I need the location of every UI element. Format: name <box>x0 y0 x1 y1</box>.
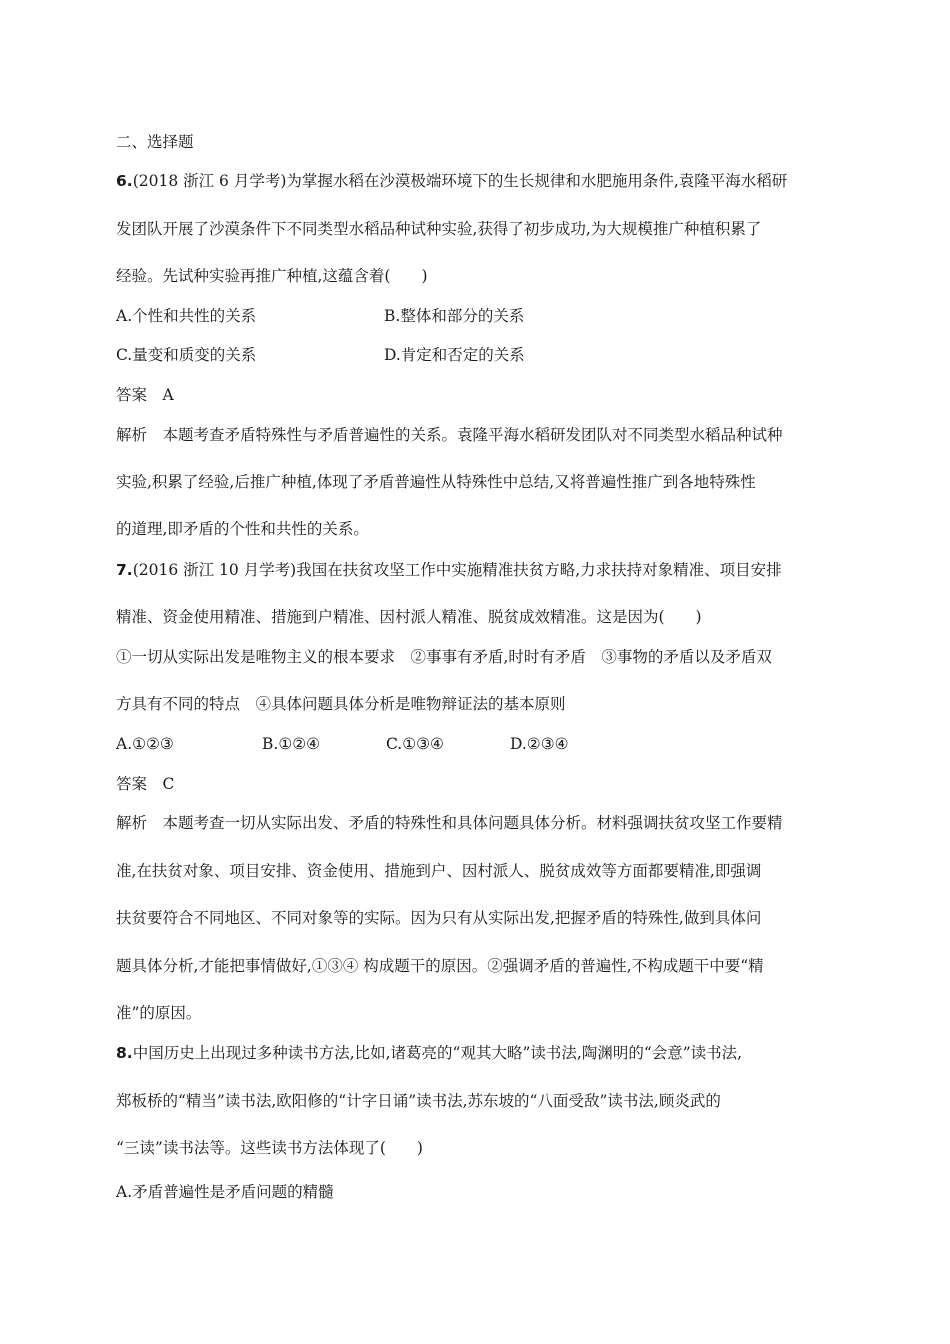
question-8-number: 8. <box>116 1044 133 1062</box>
question-7-analysis-line-2: 准,在扶贫对象、项目安排、资金使用、措施到户、因村派人、脱贫成效等方面都要精准,即强调 <box>116 862 762 880</box>
question-7-line-1: 7.(2016 浙江 10 月学考)我国在扶贫攻坚工作中实施精准扶贫方略,力求扶持对象精准、项目安排 <box>116 561 782 579</box>
question-7-line-4: 方具有不同的特点 ④具体问题具体分析是唯物辩证法的基本原则 <box>116 695 566 713</box>
question-7-analysis-line-5: 准”的原因。 <box>116 1004 202 1022</box>
question-7-analysis-line-3: 扶贫要符合不同地区、不同对象等的实际。因为只有从实际出发,把握矛盾的特殊性,做到具体问 <box>116 909 762 927</box>
question-7-answer: 答案 C <box>116 775 175 793</box>
question-7-analysis-line-1: 解析 本题考查一切从实际出发、矛盾的特殊性和具体问题具体分析。材料强调扶贫攻坚工作要精 <box>116 814 783 832</box>
question-6-line-3: 经验。先试种实验再推广种植,这蕴含着( ) <box>116 267 428 285</box>
question-7-analysis-line-4: 题具体分析,才能把事情做好,①③④ 构成题干的原因。②强调矛盾的普遍性,不构成题干中要“精 <box>116 957 764 975</box>
question-6-number: 6. <box>116 172 133 190</box>
section-title: 二、选择题 <box>116 133 194 151</box>
question-6-analysis-line-2: 实验,积累了经验,后推广种植,体现了矛盾普遍性从特殊性中总结,又将普遍性推广到各地特殊性 <box>116 473 756 491</box>
question-7-option-d: D.②③④ <box>510 735 569 753</box>
question-7-option-c: C.①③④ <box>386 735 444 753</box>
question-6-option-d: D.肯定和否定的关系 <box>384 346 525 364</box>
question-7-number: 7. <box>116 561 133 579</box>
question-6-analysis-line-1: 解析 本题考查矛盾特殊性与矛盾普遍性的关系。袁隆平海水稻研发团队对不同类型水稻品种试种 <box>116 426 783 444</box>
question-8-option-a: A.矛盾普遍性是矛盾问题的精髓 <box>116 1183 334 1201</box>
question-8-line-1: 8.中国历史上出现过多种读书方法,比如,诸葛亮的“观其大略”读书法,陶渊明的“会意”读书法, <box>116 1044 743 1062</box>
question-8-line-3: “三读”读书法等。这些读书方法体现了( ) <box>116 1139 423 1157</box>
question-7-option-a: A.①②③ <box>116 735 174 753</box>
question-6-line-1: 6.(2018 浙江 6 月学考)为掌握水稻在沙漠极端环境下的生长规律和水肥施用条件,袁隆平海水稻研 <box>116 172 788 190</box>
question-6-option-b: B.整体和部分的关系 <box>384 307 525 325</box>
question-7-line-3: ①一切从实际出发是唯物主义的根本要求 ②事事有矛盾,时时有矛盾 ③事物的矛盾以及矛盾双 <box>116 648 772 666</box>
question-6-option-c: C.量变和质变的关系 <box>116 346 257 364</box>
question-7-line-2: 精准、资金使用精准、措施到户精准、因村派人精准、脱贫成效精准。这是因为( ) <box>116 608 702 626</box>
question-6-line-2: 发团队开展了沙漠条件下不同类型水稻品种试种实验,获得了初步成功,为大规模推广种植积累了 <box>116 220 762 238</box>
question-6-option-a: A.个性和共性的关系 <box>116 307 257 325</box>
question-6-answer: 答案 A <box>116 386 174 404</box>
question-6-analysis-line-3: 的道理,即矛盾的个性和共性的关系。 <box>116 520 369 538</box>
question-7-option-b: B.①②④ <box>262 735 321 753</box>
question-8-line-2: 郑板桥的“精当”读书法,欧阳修的“计字日诵”读书法,苏东坡的“八面受敌”读书法,顾炎武的 <box>116 1092 721 1110</box>
